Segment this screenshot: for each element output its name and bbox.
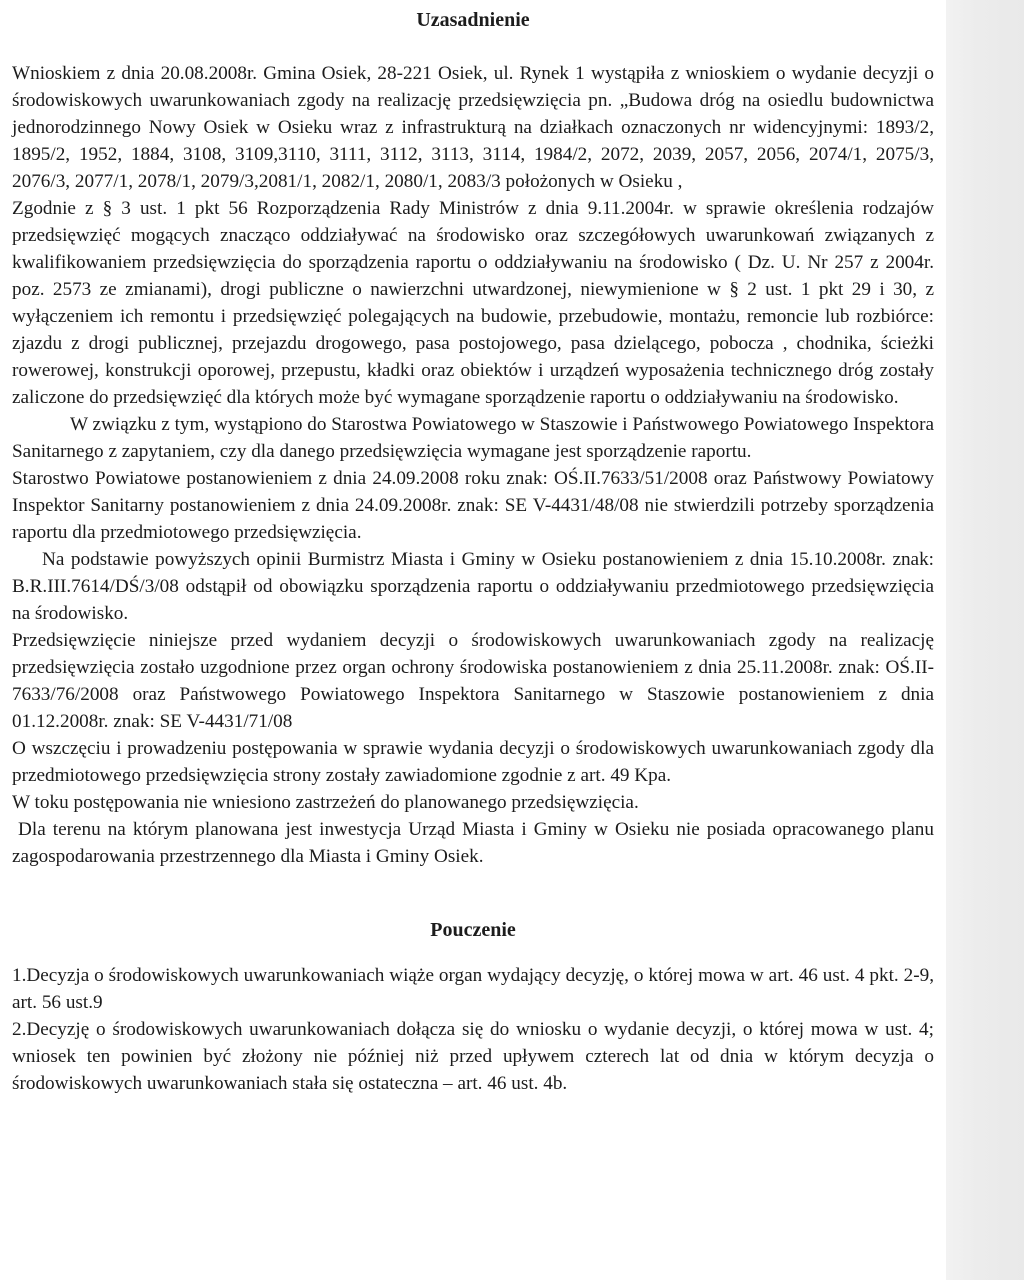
paragraph-agreement: Przedsięwzięcie niniejsze przed wydaniem decyzji o środowiskowych uwarunkowaniach zgody na realizację przedsięwzięcia zostało uzgodnione przez organ ochrony środowiska postanowieniem z dnia 25.11.2008r. znak: OŚ.II-7633/76/2008 oraz Państwowego Powiatowego Inspektora Sanitarnego w Staszowie postanowieniem z dnia 01.12.2008r. znak: SE V-4431/71/08 bbox=[12, 630, 934, 732]
paragraph-opinions: Starostwo Powiatowe postanowieniem z dnia 24.09.2008 roku znak: OŚ.II.7633/51/2008 oraz Państwowy Powiatowy Inspektor Sanitarny postanowieniem z dnia 24.09.2008r. znak: SE V-4431/48/08 nie stwierdzili potrzeby sporządzenia raportu dla przedmiotowego przedsięwzięcia. bbox=[12, 468, 934, 543]
section-heading-uzasadnienie: Uzasadnienie bbox=[416, 9, 530, 31]
paragraph-inquiry: W związku z tym, wystąpiono do Starostwa Powiatowego w Staszowie i Państwowego Powiatowego Inspektora Sanitarnego z zapytaniem, czy dla danego przedsięwzięcia wymagane jest sporządzenie raportu. bbox=[12, 414, 935, 462]
paragraph-no-objections: W toku postępowania nie wniesiono zastrzeżeń do planowanego przedsięwzięcia. bbox=[12, 792, 639, 813]
paragraph-application: Wnioskiem z dnia 20.08.2008r. Gmina Osiek, 28-221 Osiek, ul. Rynek 1 wystąpiła z wnioskiem o wydanie decyzji o środowiskowych uwarunkowaniach zgody na realizację przedsięwzięcia pn. „Budowa dróg na osiedlu budownictwa jednorodzinnego Nowy Osiek w Osieku wraz z infrastrukturą na działkach oznaczonych nr widencyjnymi: 1893/2, 1895/2, 1952, 1884, 3108, 3109,3110, 3111, 3112, 3113, 3114, 1984/2, 2072, 2039, 2057, 2056, 2074/1, 2075/3, 2076/3, 2077/1, 2078/1, 2079/3,2081/1, 2082/1, 2080/1, 2083/3 położonych w Osieku , bbox=[12, 63, 934, 192]
section-heading-pouczenie: Pouczenie bbox=[430, 919, 516, 941]
paragraph-zoning-plan: Dla terenu na którym planowana jest inwestycja Urząd Miasta i Gminy w Osieku nie posiada opracowanego planu zagospodarowania przestrzennego dla Miasta i Gminy Osiek. bbox=[12, 819, 934, 867]
paragraph-notification: O wszczęciu i prowadzeniu postępowania w sprawie wydania decyzji o środowiskowych uwarunkowaniach zgody dla przedmiotowego przedsięwzięcia strony zostały zawiadomione zgodnie z art. 49 Kpa. bbox=[12, 738, 934, 786]
paragraph-regulation: Zgodnie z § 3 ust. 1 pkt 56 Rozporządzenia Rady Ministrów z dnia 9.11.2004r. w sprawie określenia rodzajów przedsięwzięć mogących znacząco oddziaływać na środowisko oraz szczegółowych uwarunkowań związanych z kwalifikowaniem przedsięwzięcia do sporządzenia raportu o oddziaływaniu na środowisko ( Dz. U. Nr 257 z 2004r. poz. 2573 ze zmianami), drogi publiczne o nawierzchni utwardzonej, niewymienione w § 2 ust. 1 pkt 29 i 30, z wyłączeniem ich remontu i przedsięwzięć polegających na budowie, przebudowie, montażu, remoncie lub rozbiórce: zjazdu z drogi publicznej, przejazdu drogowego, pasa postojowego, pasa dzielącego, pobocza , chodnika, ścieżki rowerowej, konstrukcji oporowej, przepustu, kładki oraz obiektów i urządzeń wyposażenia technicznego dróg zostały zaliczone do przedsięwzięć dla których może być wymagane sporządzenie raportu o oddziaływaniu na środowisko. bbox=[12, 198, 934, 408]
instruction-item-2: 2.Decyzję o środowiskowych uwarunkowaniach dołącza się do wniosku o wydanie decyzji, o której mowa w ust. 4; wniosek ten powinien być złożony nie później niż przed upływem czterech lat od dnia w którym decyzja o środowiskowych uwarunkowaniach stała się ostateczna – art. 46 ust. 4b. bbox=[12, 1019, 934, 1094]
scan-edge bbox=[946, 0, 1024, 1280]
instruction-item-1: 1.Decyzja o środowiskowych uwarunkowaniach wiąże organ wydający decyzję, o której mowa w art. 46 ust. 4 pkt. 2-9, art. 56 ust.9 bbox=[12, 965, 934, 1013]
paragraph-waiver: Na podstawie powyższych opinii Burmistrz Miasta i Gminy w Osieku postanowieniem z dnia 15.10.2008r. znak: B.R.III.7614/DŚ/3/08 odstąpił od obowiązku sporządzenia raportu o oddziaływaniu przedmiotowego przedsięwzięcia na środowisko. bbox=[12, 549, 934, 624]
